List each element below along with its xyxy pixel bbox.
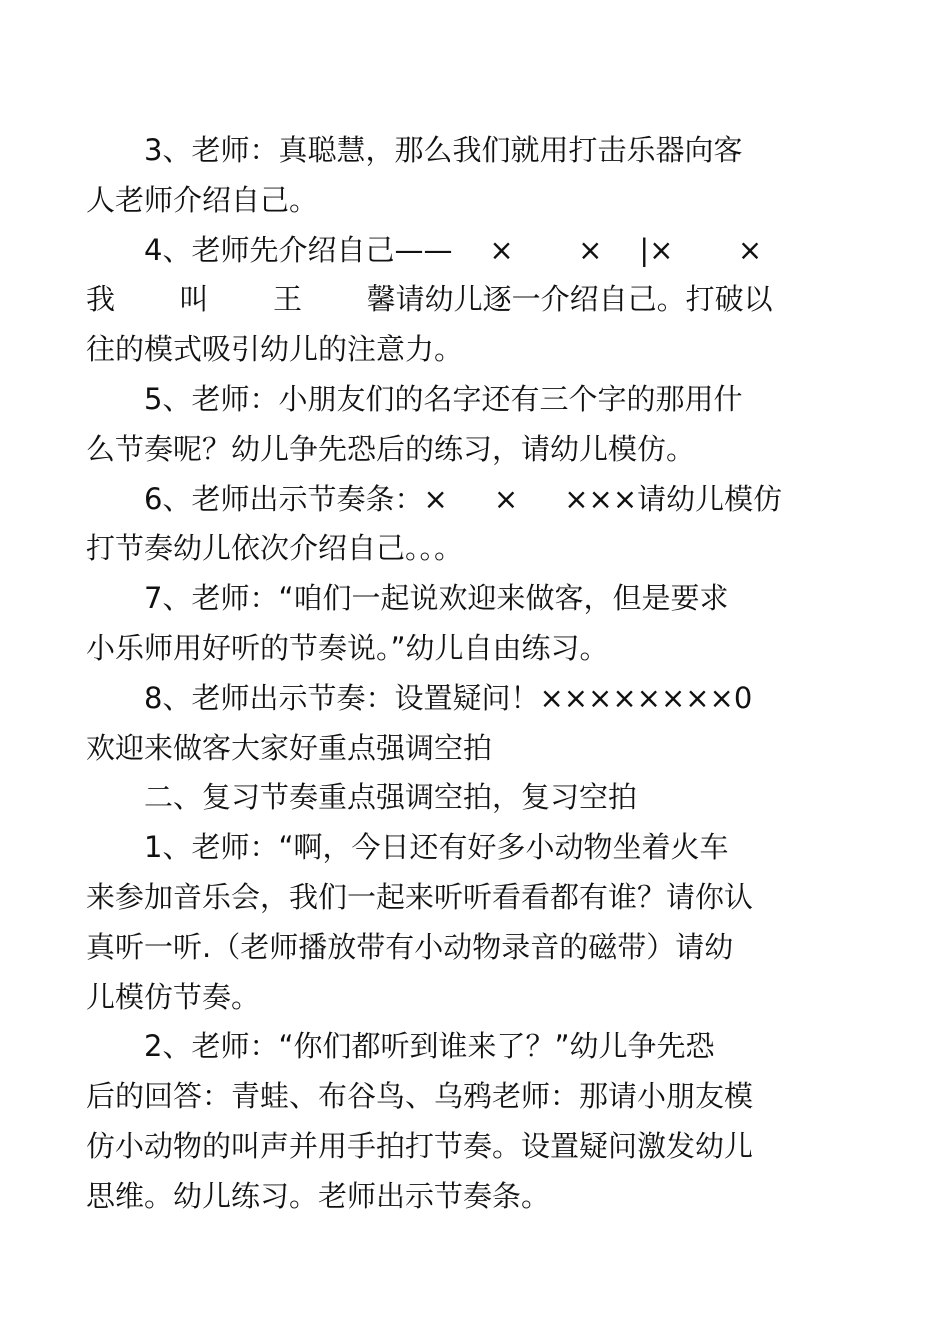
text-line: 7、老师：“咱们一起说欢迎来做客，但是要求 (144, 581, 729, 616)
text-line: 来参加音乐会，我们一起来听听看看都有谁？请你认 (86, 879, 754, 914)
paragraph-6 (86, 475, 806, 575)
text-line: 真听一听.（老师播放带有小动物录音的磁带）请幼 (86, 929, 734, 964)
text-line: 3、老师：真聪慧，那么我们就用打击乐器向客 (144, 133, 743, 167)
text-line: 2、老师：“你们都听到谁来了？”幼儿争先恐 (144, 1029, 715, 1064)
text-line: 1、老师：“啊，今日还有好多小动物坐着火车 (144, 830, 729, 865)
text-line: 往的模式吸引幼儿的注意力。 (86, 332, 464, 367)
document-body (86, 126, 806, 1222)
text-line: 二、复习节奏重点强调空拍，复习空拍 (144, 780, 638, 815)
paragraph-8 (86, 674, 806, 774)
text-line: 6、老师出示节奏条：× × ×××请幼儿模仿 (144, 481, 783, 516)
text-line: 4、老师先介绍自己—— × × |× × (144, 232, 763, 267)
section-heading-two (144, 773, 806, 823)
text-line: 打节奏幼儿依次介绍自己。。。 (86, 531, 464, 566)
text-line: 么节奏呢？幼儿争先恐后的练习，请幼儿模仿。 (86, 431, 696, 466)
paragraph-5 (86, 375, 806, 475)
paragraph-7 (86, 574, 806, 674)
text-line: 5、老师：小朋友们的名字还有三个字的那用什 (144, 381, 743, 416)
paragraph-1 (86, 823, 806, 1022)
text-line: 人老师介绍自己。 (86, 182, 319, 217)
paragraph-2 (86, 1022, 806, 1221)
paragraph-3 (86, 126, 806, 226)
text-line: 儿模仿节奏。 (86, 979, 261, 1014)
text-line: 欢迎来做客大家好重点强调空拍 (86, 730, 493, 765)
text-line: 思维。幼儿练习。老师出示节奏条。 (86, 1178, 551, 1213)
text-line: 后的回答：青蛙、布谷鸟、乌鸦老师：那请小朋友模 (86, 1079, 754, 1114)
text-line: 仿小动物的叫声并用手拍打节奏。设置疑问激发幼儿 (86, 1128, 754, 1163)
text-line: 我 叫 王 馨请幼儿逐一介绍自己。打破以 (86, 282, 773, 317)
paragraph-4 (86, 226, 806, 375)
text-line: 8、老师出示节奏：设置疑问！××××××××0 (144, 680, 753, 715)
text-line: 小乐师用好听的节奏说。”幼儿自由练习。 (86, 630, 609, 665)
